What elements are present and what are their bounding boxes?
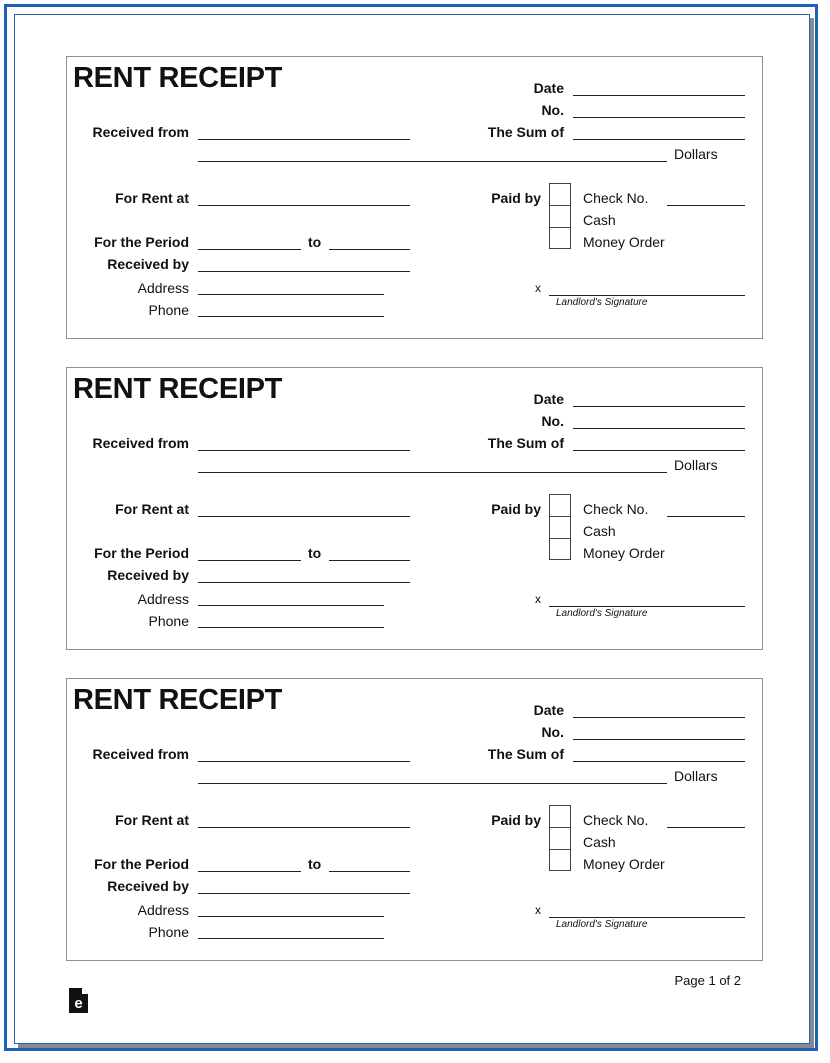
rent-address-field[interactable] <box>198 516 410 517</box>
page-number: Page 1 of 2 <box>674 973 741 988</box>
sum-field[interactable] <box>573 450 745 451</box>
signature-caption: Landlord's Signature <box>556 608 648 619</box>
receipt-title: RENT RECEIPT <box>73 62 283 94</box>
period-label: For the Period <box>94 545 189 561</box>
received-from-field[interactable] <box>198 139 410 140</box>
money-order-label: Money Order <box>583 545 665 561</box>
received-from-label: Received from <box>92 124 189 140</box>
sum-label: The Sum of <box>487 435 564 451</box>
to-label: to <box>308 234 322 250</box>
period-start-field[interactable] <box>198 560 301 561</box>
paid-by-label: Paid by <box>491 501 541 517</box>
check-number-field[interactable] <box>667 827 745 828</box>
sum-field[interactable] <box>573 761 745 762</box>
sum-words-field[interactable] <box>198 161 667 162</box>
address-field[interactable] <box>198 605 384 606</box>
document-logo-icon <box>69 988 88 1013</box>
phone-label: Phone <box>148 924 189 940</box>
phone-field[interactable] <box>198 316 384 317</box>
signature-x-mark: x <box>535 281 541 295</box>
rent-receipt <box>66 367 763 650</box>
signature-field[interactable] <box>549 295 745 296</box>
received-by-label: Received by <box>107 878 189 894</box>
check-number-field[interactable] <box>667 205 745 206</box>
received-by-field[interactable] <box>198 582 410 583</box>
date-field[interactable] <box>573 717 745 718</box>
phone-label: Phone <box>148 613 189 629</box>
received-from-label: Received from <box>92 746 189 762</box>
signature-caption: Landlord's Signature <box>556 919 648 930</box>
number-label: No. <box>541 102 564 118</box>
signature-x-mark: x <box>535 592 541 606</box>
sum-words-field[interactable] <box>198 472 667 473</box>
rent-receipt <box>66 678 763 961</box>
sum-field[interactable] <box>573 139 745 140</box>
number-field[interactable] <box>573 739 745 740</box>
receipt-title: RENT RECEIPT <box>73 684 283 716</box>
dollars-label: Dollars <box>674 146 718 162</box>
check-label: Check No. <box>583 190 649 206</box>
dollars-label: Dollars <box>674 457 718 473</box>
date-field[interactable] <box>573 95 745 96</box>
received-by-label: Received by <box>107 567 189 583</box>
number-label: No. <box>541 724 564 740</box>
cash-label: Cash <box>583 834 616 850</box>
rent-address-field[interactable] <box>198 827 410 828</box>
paid-by-label: Paid by <box>491 190 541 206</box>
period-label: For the Period <box>94 856 189 872</box>
phone-label: Phone <box>148 302 189 318</box>
for-rent-label: For Rent at <box>115 812 189 828</box>
number-field[interactable] <box>573 428 745 429</box>
number-field[interactable] <box>573 117 745 118</box>
address-label: Address <box>137 280 189 296</box>
address-label: Address <box>137 591 189 607</box>
payment-checkboxes[interactable] <box>549 494 571 560</box>
to-label: to <box>308 545 322 561</box>
period-end-field[interactable] <box>329 871 410 872</box>
receipt-title: RENT RECEIPT <box>73 373 283 405</box>
received-by-field[interactable] <box>198 893 410 894</box>
money-order-label: Money Order <box>583 856 665 872</box>
rent-address-field[interactable] <box>198 205 410 206</box>
period-end-field[interactable] <box>329 249 410 250</box>
received-by-label: Received by <box>107 256 189 272</box>
check-label: Check No. <box>583 501 649 517</box>
period-end-field[interactable] <box>329 560 410 561</box>
address-field[interactable] <box>198 294 384 295</box>
address-field[interactable] <box>198 916 384 917</box>
period-label: For the Period <box>94 234 189 250</box>
rent-receipt <box>66 56 763 339</box>
dollars-label: Dollars <box>674 768 718 784</box>
cash-label: Cash <box>583 523 616 539</box>
for-rent-label: For Rent at <box>115 501 189 517</box>
payment-checkboxes[interactable] <box>549 183 571 249</box>
received-from-field[interactable] <box>198 450 410 451</box>
to-label: to <box>308 856 322 872</box>
number-label: No. <box>541 413 564 429</box>
date-label: Date <box>533 391 564 407</box>
for-rent-label: For Rent at <box>115 190 189 206</box>
period-start-field[interactable] <box>198 871 301 872</box>
sum-words-field[interactable] <box>198 783 667 784</box>
signature-field[interactable] <box>549 917 745 918</box>
address-label: Address <box>137 902 189 918</box>
signature-x-mark: x <box>535 903 541 917</box>
received-by-field[interactable] <box>198 271 410 272</box>
received-from-label: Received from <box>92 435 189 451</box>
sum-label: The Sum of <box>487 124 564 140</box>
signature-field[interactable] <box>549 606 745 607</box>
date-label: Date <box>533 702 564 718</box>
received-from-field[interactable] <box>198 761 410 762</box>
cash-label: Cash <box>583 212 616 228</box>
money-order-label: Money Order <box>583 234 665 250</box>
date-field[interactable] <box>573 406 745 407</box>
payment-checkboxes[interactable] <box>549 805 571 871</box>
phone-field[interactable] <box>198 938 384 939</box>
sum-label: The Sum of <box>487 746 564 762</box>
signature-caption: Landlord's Signature <box>556 297 648 308</box>
phone-field[interactable] <box>198 627 384 628</box>
check-number-field[interactable] <box>667 516 745 517</box>
period-start-field[interactable] <box>198 249 301 250</box>
svg-text:e: e <box>74 995 83 1012</box>
date-label: Date <box>533 80 564 96</box>
check-label: Check No. <box>583 812 649 828</box>
paid-by-label: Paid by <box>491 812 541 828</box>
